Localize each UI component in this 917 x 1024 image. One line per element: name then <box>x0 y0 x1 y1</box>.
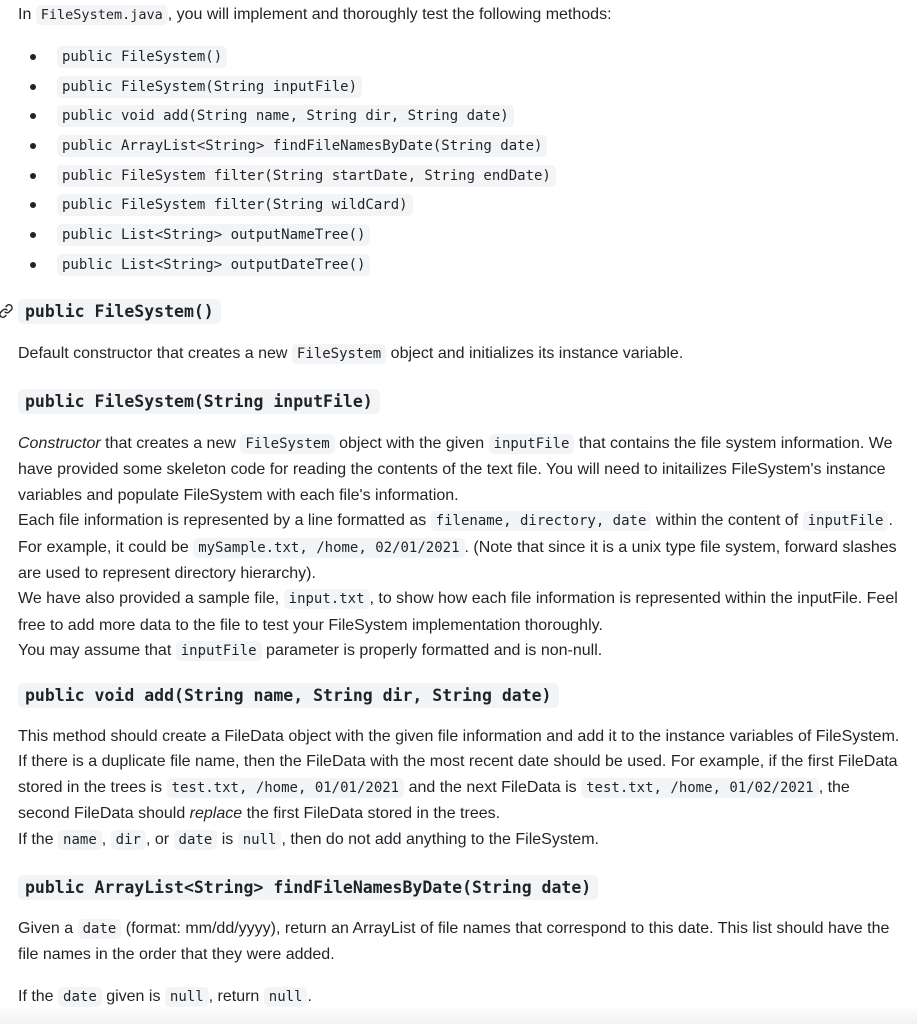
paragraph: Default constructor that creates a new FileSystem object and initializes its instance variable. <box>18 345 684 362</box>
list-item <box>18 220 556 250</box>
heading-code: public FileSystem() <box>18 299 221 324</box>
method-signature: public void add(String name, String dir, String date) <box>57 105 514 127</box>
method-signature: public ArrayList<String> findFileNamesByDate(String date) <box>57 135 547 157</box>
intro-file-code: FileSystem.java <box>36 5 168 25</box>
heading-code: public FileSystem(String inputFile) <box>18 389 380 414</box>
bullet-icon <box>30 173 36 179</box>
bullet-icon <box>30 113 36 119</box>
link-icon[interactable] <box>0 303 14 319</box>
method-signature: public FileSystem() <box>57 46 227 68</box>
section-heading-default-constructor <box>18 299 221 324</box>
section-heading-add <box>18 683 559 708</box>
list-item <box>18 72 556 102</box>
method-signature: public FileSystem(String inputFile) <box>57 76 362 98</box>
heading-code: public ArrayList<String> findFileNamesByDate(String date) <box>18 875 598 900</box>
methods-list <box>18 42 556 280</box>
heading-code: public void add(String name, String dir, String date) <box>18 683 559 708</box>
intro-paragraph <box>18 4 612 26</box>
intro-text: , you will implement and thoroughly test the following methods: <box>167 6 612 23</box>
list-item <box>18 161 556 191</box>
bullet-icon <box>30 232 36 238</box>
bullet-icon <box>30 54 36 60</box>
list-item <box>18 101 556 131</box>
list-item <box>18 42 556 72</box>
intro-text: In <box>18 6 32 23</box>
bottom-fade <box>0 1006 917 1024</box>
list-item <box>18 131 556 161</box>
section-heading-input-constructor <box>18 389 380 414</box>
list-item <box>18 190 556 220</box>
list-item <box>18 250 556 280</box>
bullet-icon <box>30 84 36 90</box>
method-signature: public List<String> outputNameTree() <box>57 224 370 246</box>
method-signature: public List<String> outputDateTree() <box>57 254 370 276</box>
section-heading-find-by-date <box>18 875 598 900</box>
bullet-icon <box>30 202 36 208</box>
paragraph: If the date given is null , return null . <box>18 988 312 1005</box>
bullet-icon <box>30 262 36 268</box>
method-signature: public FileSystem filter(String startDate, String endDate) <box>57 165 556 187</box>
paragraph: This method should create a FileData object with the given file information and add it to the instance variables of FileSystem. If there is a duplicate file name, then the FileData with the most recent date should be used. For example, if the first FileData stored in the trees is test.txt, /home, 01/01/2021 and the next FileData is test.txt, /home, 01/02/2021 , the second FileData should replace the first FileData stored in the trees. If the name , dir , or date is null , then do not add anything to the FileSystem. <box>18 728 900 848</box>
paragraph: Given a date (format: mm/dd/yyyy), return an ArrayList of file names that correspond to this date. This list should have the file names in the order that they were added. <box>18 920 890 964</box>
paragraph: Constructor that creates a new FileSystem object with the given inputFile that contains the file system information. We have provided some skeleton code for reading the contents of the text file. You will need to initailizes FileSystem's instance variables and populate FileSystem with each file's information. Each file information is represented by a line formatted as filename, directory, date within the content of inputFile . For example, it could be mySample.txt, /home, 02/01/2021 . (Note that since it is a unix type file system, forward slashes are used to represent directory hierarchy). We have also provided a sample file, input.txt , to show how each file information is represented within the inputFile. Feel free to add more data to the file to test your FileSystem implementation thoroughly. You may assume that inputFile parameter is properly formatted and is non-null. <box>18 435 898 660</box>
method-signature: public FileSystem filter(String wildCard) <box>57 194 413 216</box>
bullet-icon <box>30 143 36 149</box>
